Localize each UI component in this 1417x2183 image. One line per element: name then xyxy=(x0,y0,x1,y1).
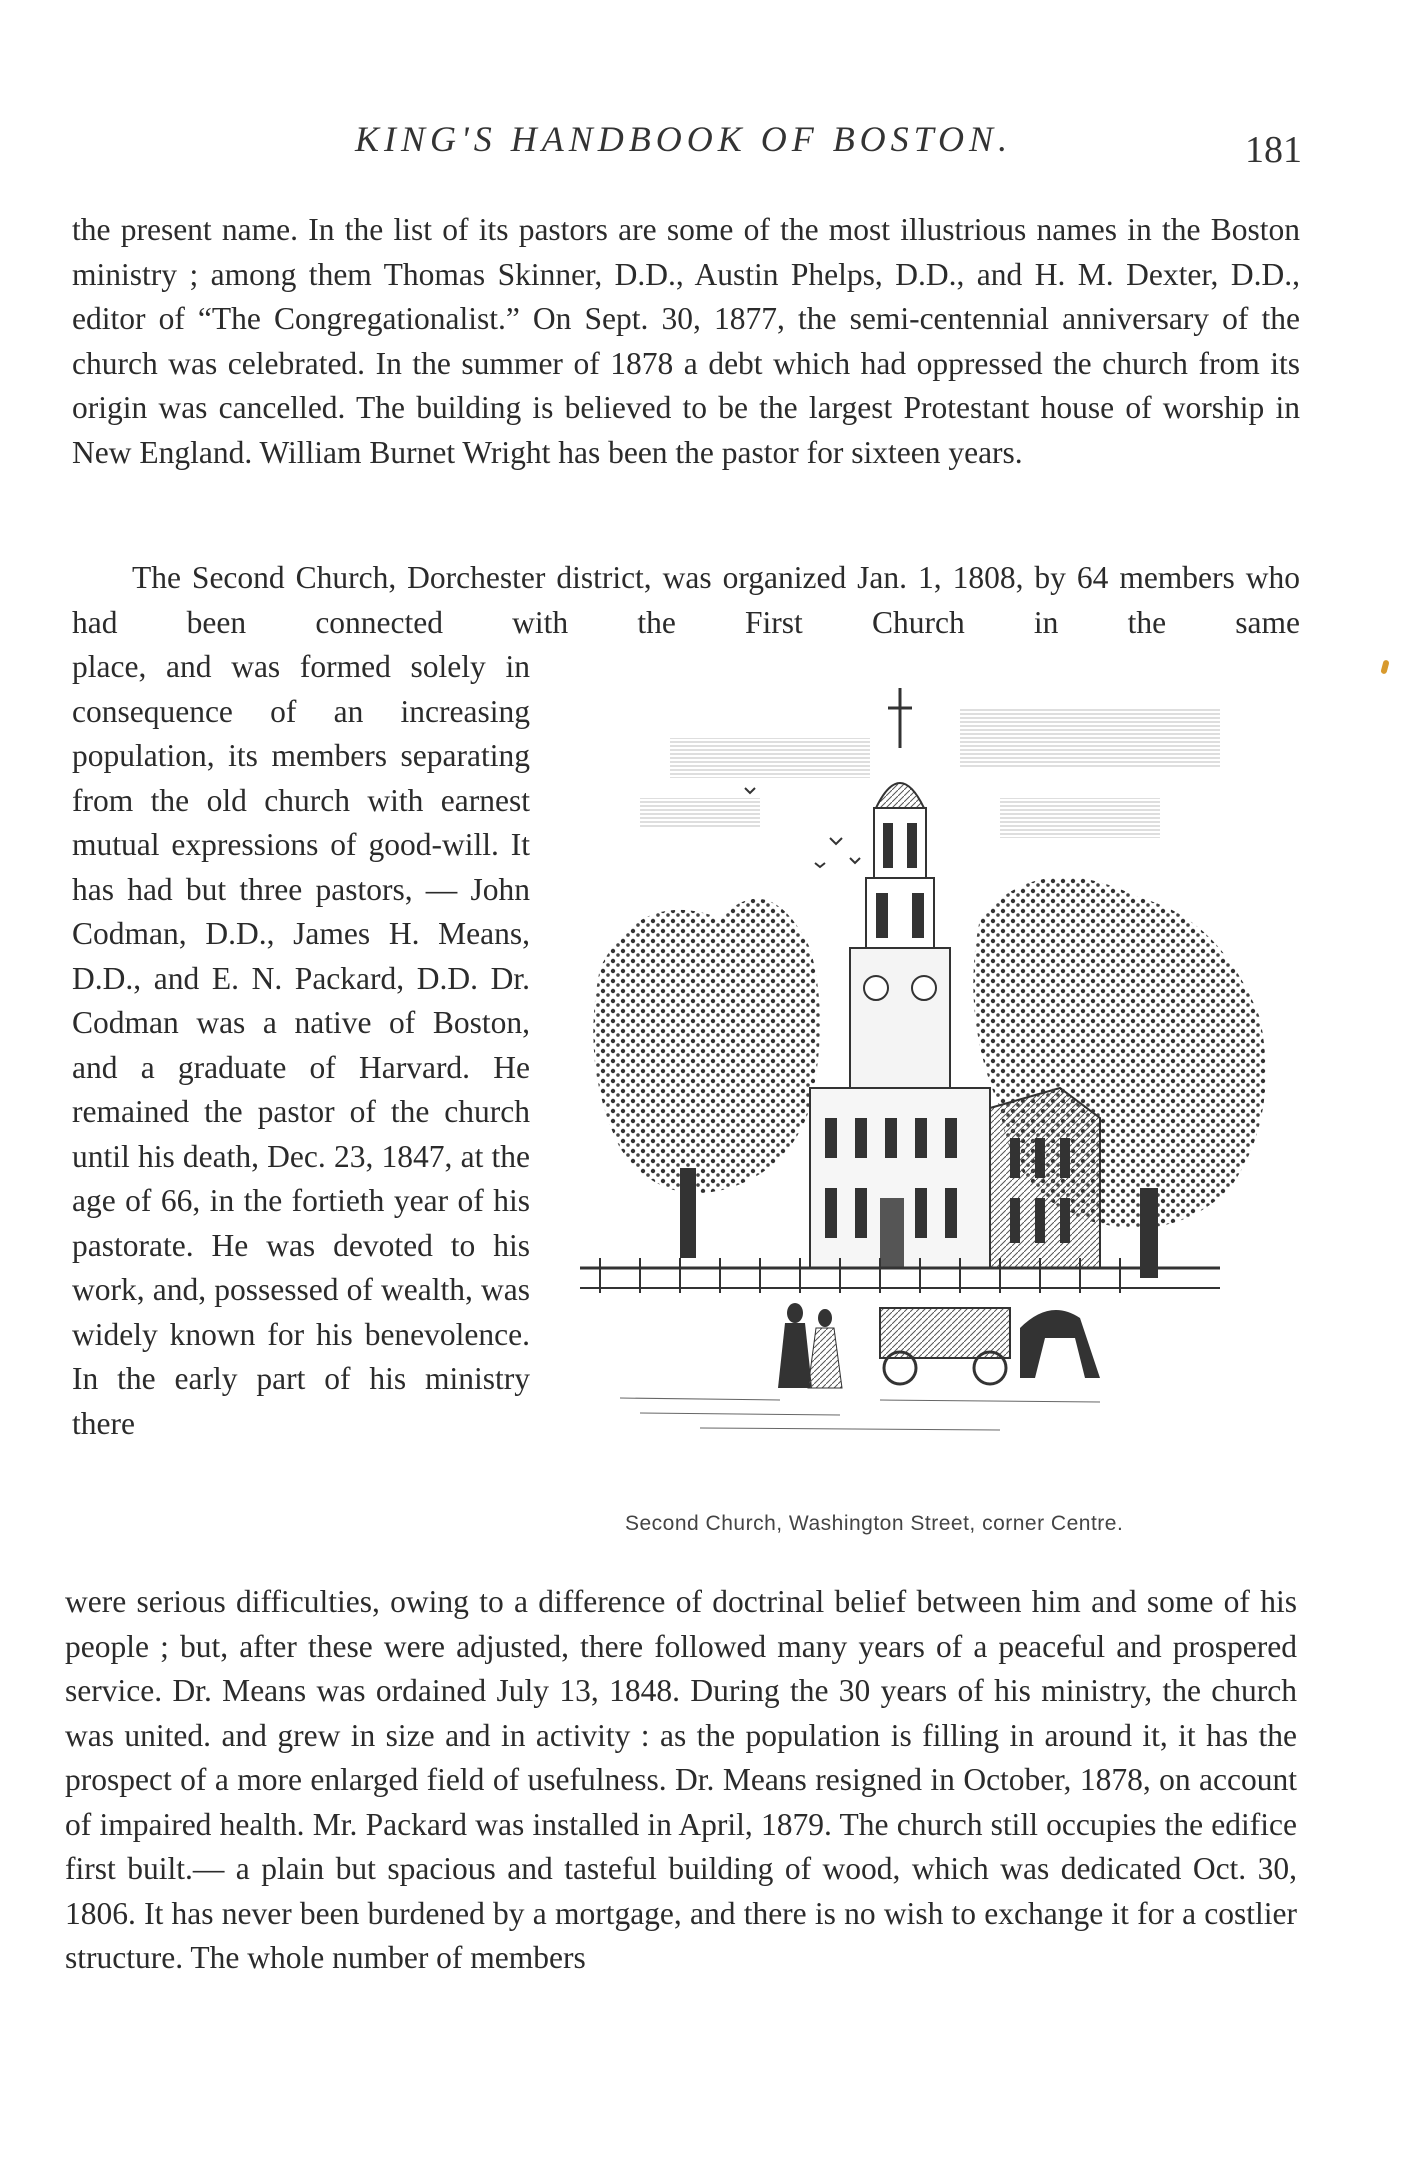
figure-caption: Second Church, Washington Street, corner Centre. xyxy=(625,1512,1124,1535)
page-number: 181 xyxy=(1245,129,1302,171)
paragraph-second-church-intro: The Second Church, Dorchester district, was organized Jan. 1, 1808, by 64 members who had been connected with the First Church in the same xyxy=(72,560,1300,640)
paragraph-second-church-history: place, and was formed solely in consequence of an increasing population, its members separating from the old church with earnest mutual expressions of good-will. It has had but three pastors, — John Codman, D.D., James H. Means, D.D., and E. N. Packard, D.D. Dr. Codman was a native of Boston, and a graduate of Harvard. He remained the pastor of the church until his death, Dec. 23, 1847, at the age of 66, in the fortieth year of his pastorate. He was devoted to his work, and, possessed of wealth, was widely known for his benevolence. In the early part of his ministry there xyxy=(72,649,530,1441)
paragraph-ministry-details: were serious difficulties, owing to a difference of doctrinal belief between him and some of his people ; but, after these were adjusted, there followed many years of a peaceful and prospered service. Dr. Means was ordained July 13, 1848. During the 30 years of his ministry, the church was united. and grew in size and in activity : as the population is filling in around it, it has the prospect of a more enlarged field of usefulness. Dr. Means resigned in October, 1878, on account of impaired health. Mr. Packard was installed in April, 1879. The church still occupies the edifice first built.— a plain but spacious and tasteful building of wood, which was dedicated Oct. 30, 1806. It has never been burdened by a mortgage, and there is no wish to exchange it for a costlier structure. The whole number of members xyxy=(65,1584,1297,1975)
running-head xyxy=(0,118,1417,171)
church-engraving xyxy=(580,688,1300,1538)
running-title: KING'S HANDBOOK OF BOSTON. xyxy=(355,119,1013,159)
paragraph-pastors: the present name. In the list of its pastors are some of the most illustrious names in the Boston ministry ; among them Thomas Skinner, D.D., Austin Phelps, D.D., and H. M. Dexter, D.D., editor of “The Congregationalist.” On Sept. 30, 1877, the semi-centennial anniversary of the church was celebrated. In the summer of 1878 a debt which had oppressed the church from its origin was cancelled. The building is believed to be the largest Protestant house of worship in New England. William Burnet Wright has been the pastor for sixteen years. xyxy=(72,212,1300,470)
margin-stain xyxy=(1380,659,1389,674)
church-illustration-icon xyxy=(580,688,1300,1508)
